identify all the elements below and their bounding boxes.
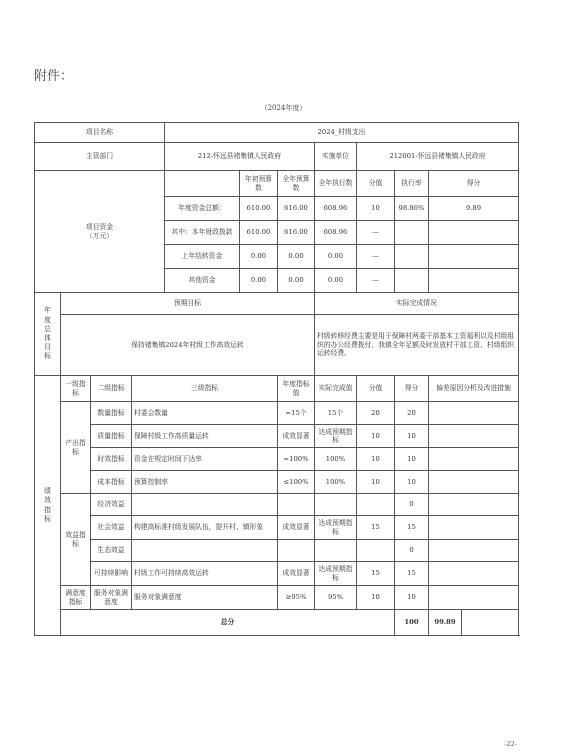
- funds-cell: 0.00: [278, 245, 315, 269]
- score: 0: [395, 540, 429, 562]
- funds-cell: [395, 245, 429, 269]
- funds-cell: 610.00: [240, 221, 278, 245]
- level3-indicator: 村级工作可持续高效运转: [132, 562, 278, 586]
- deviation-note: [429, 425, 519, 448]
- funds-header: 执行率: [395, 171, 429, 197]
- deviation-note: [429, 448, 519, 471]
- level2-indicator: 可持续影响: [91, 562, 132, 586]
- actual-value: 15个: [315, 402, 357, 425]
- department-value: 212-怀远县褚集镇人民政府: [165, 143, 315, 171]
- funds-header: 全年预算数: [278, 171, 315, 197]
- actual-value: 100%: [315, 471, 357, 494]
- level3-indicator: 保障村级工作高质量运转: [132, 425, 278, 448]
- funds-cell: [429, 269, 519, 293]
- funds-cell: 0.00: [240, 245, 278, 269]
- perf-header: 得分: [395, 376, 429, 402]
- perf-header: 分值: [357, 376, 395, 402]
- actual-value: 100%: [315, 448, 357, 471]
- actual-value: 达成预期指标: [315, 425, 357, 448]
- funds-row-label: 其他资金: [165, 269, 240, 293]
- annual-target: 成效显著: [278, 562, 315, 586]
- funds-row-label: 上年结转资金: [165, 245, 240, 269]
- level2-indicator: 成本指标: [91, 471, 132, 494]
- score: 15: [395, 516, 429, 540]
- score: 0: [395, 494, 429, 516]
- funds-cell: 0.00: [315, 245, 357, 269]
- level3-indicator: 资金在规定时间下达率: [132, 448, 278, 471]
- funds-section-label: 项目资金 （万元）: [35, 171, 165, 293]
- level1-indicator: 产出指标: [61, 402, 91, 494]
- level2-indicator: 经济效益: [91, 494, 132, 516]
- annual-target: ≤100%: [278, 471, 315, 494]
- perf-header: 二级指标: [91, 376, 132, 402]
- score: 20: [395, 402, 429, 425]
- actual-completion-text: 村级转移经费主要是用于保障村两委干部基本工资福利以及村级组织的办公经费拨付，我镇全年足额及时发放村干部工资、村级组织运转经费。: [315, 315, 519, 376]
- weight: 15: [357, 516, 395, 540]
- performance-section-label: 绩 效 指 标: [35, 376, 61, 636]
- score: 10: [395, 425, 429, 448]
- funds-header: 得分: [429, 171, 519, 197]
- level3-indicator: 村委会数量: [132, 402, 278, 425]
- level2-indicator: 数量指标: [91, 402, 132, 425]
- attachment-heading: 附件：: [34, 69, 74, 84]
- implementing-unit-label: 实施单位: [315, 143, 357, 171]
- level1-indicator: 满意度指标: [61, 586, 91, 610]
- annual-target: =100%: [278, 448, 315, 471]
- level2-indicator: 时效指标: [91, 448, 132, 471]
- project-name-label: 项目名称: [35, 123, 165, 143]
- performance-table: [34, 122, 519, 636]
- deviation-note: [429, 402, 519, 425]
- weight: 10: [357, 471, 395, 494]
- project-name-value: 2024_村级支出: [165, 123, 519, 143]
- perf-header: 年度指标值: [278, 376, 315, 402]
- deviation-note: [429, 540, 519, 562]
- level3-indicator: 构建高标准村级发展队伍，提升村、镇形象: [132, 516, 278, 540]
- department-label: 主管部门: [35, 143, 165, 171]
- funds-row-label: 其中：本年财政拨款: [165, 221, 240, 245]
- deviation-note: [429, 562, 519, 586]
- total-label: 总分: [61, 610, 395, 636]
- deviation-note: [429, 494, 519, 516]
- weight: [357, 540, 395, 562]
- funds-cell: [429, 221, 519, 245]
- weight: 10: [357, 448, 395, 471]
- score: 10: [395, 471, 429, 494]
- level2-indicator: 质量指标: [91, 425, 132, 448]
- funds-header: 年初预算数: [240, 171, 278, 197]
- score: 15: [395, 562, 429, 586]
- level2-indicator: 社会效益: [91, 516, 132, 540]
- actual-completion-label: 实际完成情况: [315, 293, 519, 315]
- page-number: -22-: [504, 740, 517, 748]
- funds-cell: 9.89: [429, 197, 519, 221]
- annual-target: ≥95%: [278, 586, 315, 610]
- funds-cell: 616.00: [278, 221, 315, 245]
- perf-header: 实际完成值: [315, 376, 357, 402]
- deviation-note: [429, 516, 519, 540]
- actual-value: 达成预期指标: [315, 516, 357, 540]
- funds-cell: 0.00: [240, 269, 278, 293]
- weight: 20: [357, 402, 395, 425]
- funds-cell: —: [357, 269, 395, 293]
- annual-target: =15个: [278, 402, 315, 425]
- year-caption: （2024年度）: [260, 104, 307, 112]
- level3-indicator: [132, 494, 278, 516]
- perf-header: 三级指标: [132, 376, 278, 402]
- expected-goal-text: 保持褚集镇2024年村级工作高效运转: [61, 315, 315, 376]
- actual-value: 达成预期指标: [315, 562, 357, 586]
- annual-target: 成效显著: [278, 516, 315, 540]
- weight: 15: [357, 562, 395, 586]
- funds-cell: 98.86%: [395, 197, 429, 221]
- funds-cell: 608.96: [315, 221, 357, 245]
- funds-cell: [395, 269, 429, 293]
- level2-indicator: 生态效益: [91, 540, 132, 562]
- funds-cell: 616.00: [278, 197, 315, 221]
- funds-row-label: 年度资金总额：: [165, 197, 240, 221]
- funds-cell: 610.00: [240, 197, 278, 221]
- expected-goal-label: 预期目标: [61, 293, 315, 315]
- weight: [357, 494, 395, 516]
- implementing-unit-value: 212001-怀远县褚集镇人民政府: [357, 143, 519, 171]
- total-weight: 100: [395, 610, 429, 636]
- funds-cell: 608.96: [315, 197, 357, 221]
- funds-cell: —: [357, 245, 395, 269]
- deviation-note: [429, 471, 519, 494]
- deviation-note: [429, 586, 519, 610]
- funds-header: 全年执行数: [315, 171, 357, 197]
- score: 10: [395, 448, 429, 471]
- annual-target: 成效显著: [278, 425, 315, 448]
- funds-cell: [395, 221, 429, 245]
- funds-cell: 0.00: [278, 269, 315, 293]
- funds-cell: —: [357, 221, 395, 245]
- level3-indicator: 服务对象满意度: [132, 586, 278, 610]
- actual-value: 95%: [315, 586, 357, 610]
- annual-target: [278, 494, 315, 516]
- funds-cell: 10: [357, 197, 395, 221]
- level3-indicator: 预算控制率: [132, 471, 278, 494]
- funds-cell: [429, 245, 519, 269]
- level1-indicator: 效益指标: [61, 494, 91, 586]
- weight: 10: [357, 425, 395, 448]
- perf-header: 一级指标: [61, 376, 91, 402]
- level2-indicator: 服务对象满意度: [91, 586, 132, 610]
- funds-cell: 0.00: [315, 269, 357, 293]
- total-score: 99.89: [429, 610, 462, 636]
- actual-value: [315, 494, 357, 516]
- annual-goal-label: 年 度 总 体 目 标: [35, 293, 61, 376]
- weight: 10: [357, 586, 395, 610]
- score: 10: [395, 586, 429, 610]
- annual-target: [278, 540, 315, 562]
- level3-indicator: [132, 540, 278, 562]
- perf-header: 偏差原因分析及改进措施: [429, 376, 519, 402]
- funds-header: 分值: [357, 171, 395, 197]
- actual-value: [315, 540, 357, 562]
